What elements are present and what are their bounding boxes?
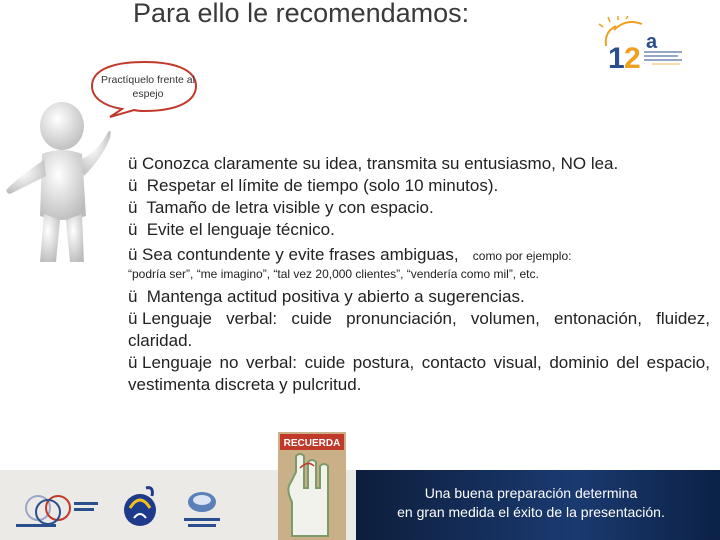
checkmark-icon: ü <box>128 353 138 372</box>
list-item-continuation: “podría ser”, “me imagino”, “tal vez 20,000 clientes”, “vendería como mil”, etc. <box>128 267 539 281</box>
banner-text: Una buena preparación determina en gran medida el éxito de la presentación. <box>397 485 665 520</box>
checkmark-icon: ü <box>128 154 138 173</box>
list-item: ü Evite el lenguaje técnico. <box>128 220 335 239</box>
list-item: ü Tamaño de letra visible y con espacio. <box>128 198 434 217</box>
svg-text:a: a <box>646 31 658 53</box>
list-item: ü Respetar el límite de tiempo (solo 10 minutos). <box>128 176 499 195</box>
svg-text:2: 2 <box>624 42 641 75</box>
bubble-text: Practíquelo frente al espejo <box>101 74 195 100</box>
page-title: Para ello le recomendamos: <box>133 0 470 28</box>
twelfth-edition-logo <box>596 16 686 76</box>
checkmark-icon: ü <box>128 198 138 217</box>
checkmark-icon: ü <box>128 309 138 328</box>
list-item: ü Sea contundente y evite frases ambiguas, como por ejemplo: <box>128 245 572 264</box>
checkmark-icon: ü <box>128 245 138 264</box>
checkmark-icon: ü <box>128 287 138 306</box>
svg-text:1: 1 <box>608 42 625 75</box>
presenter-figure <box>0 96 120 266</box>
university-logo <box>180 488 224 534</box>
list-item: ü Lenguaje verbal: cuide pronunciación, volumen, entonación, fluidez, claridad. <box>128 309 710 350</box>
list-item: ü Lenguaje no verbal: cuide postura, contacto visual, dominio del espacio, vestimenta discreta y pulcritud. <box>128 353 710 394</box>
checkmark-icon: ü <box>128 176 138 195</box>
recommendations-list <box>128 153 710 396</box>
checkmark-icon: ü <box>128 220 138 239</box>
list-item: ü Conozca claramente su idea, transmita su entusiasmo, NO lea. <box>128 154 619 173</box>
institution-logo <box>120 482 160 532</box>
recuerda-image <box>278 432 346 540</box>
list-item: ü Mantenga actitud positiva y abierto a sugerencias. <box>128 287 525 306</box>
recuerda-label: RECUERDA <box>283 438 341 449</box>
wns-logo <box>12 490 104 532</box>
